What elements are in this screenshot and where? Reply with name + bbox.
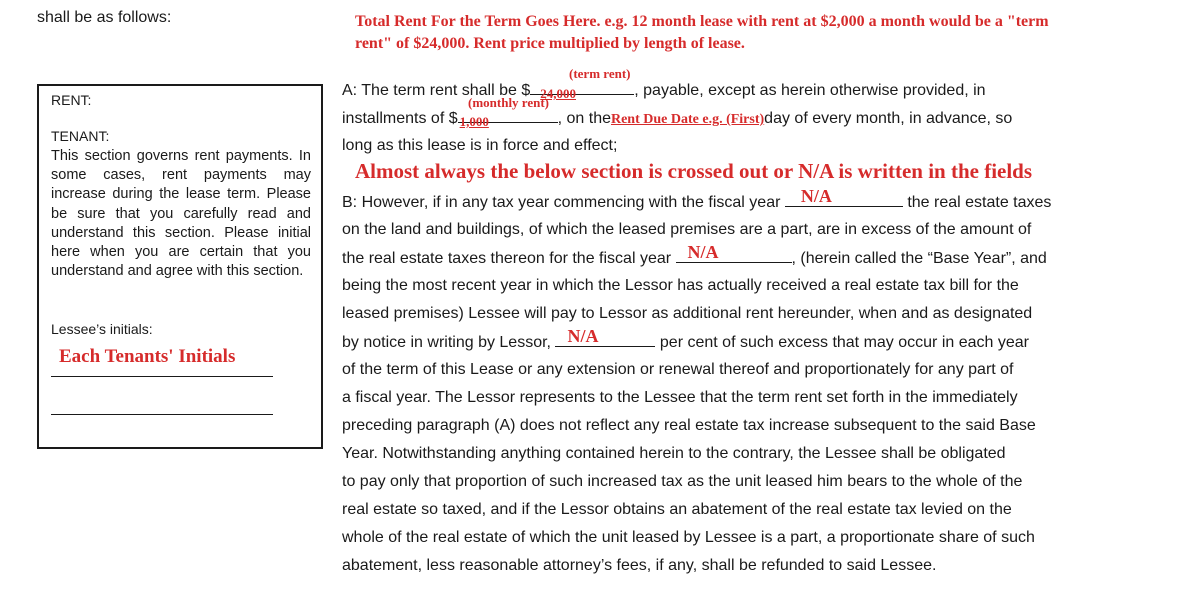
term-rent-label: (term rent) xyxy=(569,66,631,81)
paragraph-a-label: A: xyxy=(342,82,358,99)
paragraph-b-text: However, if in any tax year commencing with the fiscal year xyxy=(357,194,781,211)
paragraph-b-line: abatement, less reasonable attorney’s fees, if any, shall be refunded to said Lessee. xyxy=(342,557,937,574)
percent-value: N/A xyxy=(567,326,599,346)
paragraph-b-line: preceding paragraph (A) does not reflect any real estate tax increase subsequent to the said Base xyxy=(342,417,1036,434)
fiscal-year-value: N/A xyxy=(800,186,832,206)
paragraph-b-text: per cent of such excess that may occur in each year xyxy=(659,334,1029,351)
monthly-rent-label: (monthly rent) xyxy=(468,95,550,110)
paragraph-a-text: installments of $ xyxy=(342,110,458,127)
paragraph-b-line: being the most recent year in which the Lessor has actually received a real estate tax bill for the xyxy=(342,277,1019,294)
lessee-initials-label: Lessee’s initials: xyxy=(51,321,153,337)
paragraph-b-text: , (herein called the “Base Year”, and xyxy=(791,250,1047,267)
paragraph-a-text: , on the xyxy=(557,110,611,127)
term-rent-field[interactable] xyxy=(530,76,634,101)
term-rent-note: Total Rent For the Term Goes Here. e.g. 12 month lease with rent at $2,000 a month would be a "term rent" of $24,000. Rent price multiplied by length of lease. xyxy=(355,13,1049,52)
paragraph-b-line: of the term of this Lease or any extension or renewal thereof and proportionately for any part of xyxy=(342,361,1014,378)
paragraph-a-line-3: long as this lease is in force and effect; xyxy=(342,137,618,154)
due-date-note[interactable]: Rent Due Date e.g. (First) xyxy=(610,112,765,127)
paragraph-b-line: to pay only that proportion of such increased tax as the unit leased him bears to the whole of the xyxy=(342,473,1023,490)
base-year-field[interactable] xyxy=(676,244,792,263)
base-year-value: N/A xyxy=(687,242,719,262)
initials-line-1[interactable] xyxy=(51,376,273,377)
monthly-rent-value: 1,000 xyxy=(459,114,489,129)
initials-note: Each Tenants' Initials xyxy=(59,346,236,367)
paragraph-a-text: , payable, except as herein otherwise provided, in xyxy=(634,82,986,99)
paragraph-b-line: leased premises) Lessee will pay to Lessor as additional rent hereunder, when and as designated xyxy=(342,305,1033,322)
paragraph-b xyxy=(342,188,1112,580)
paragraph-a-text: The term rent shall be $ xyxy=(357,82,531,99)
percent-field[interactable] xyxy=(555,328,655,347)
paragraph-b-text: by notice in writing by Lessor, xyxy=(342,334,551,351)
paragraph-b-line: a fiscal year. The Lessor represents to the Lessee that the term rent set forth in the immediately xyxy=(342,389,1018,406)
tenant-description: This section governs rent payments. In some cases, rent payments may increase during the lease term. Please be sure that you carefully read and understand this section. Please initial here when you are certain that you understand and agree with this section. xyxy=(51,148,311,280)
paragraph-b-line: whole of the real estate of which the unit leased by Lessee is a part, a proportionate share of such xyxy=(342,529,1035,546)
paragraph-a-text: day of every month, in advance, so xyxy=(764,110,1013,127)
tenant-heading: TENANT: xyxy=(51,128,110,144)
rent-heading: RENT: xyxy=(51,92,92,108)
paragraph-b-line: Year. Notwithstanding anything contained herein to the contrary, the Lessee shall be obligated xyxy=(342,445,1006,462)
initials-line-2[interactable] xyxy=(51,414,273,415)
paragraph-b-text: the real estate taxes thereon for the fiscal year xyxy=(342,250,672,267)
paragraph-b-text: the real estate taxes xyxy=(907,194,1052,211)
fiscal-year-field[interactable] xyxy=(785,188,903,207)
paragraph-b-line: on the land and buildings, of which the leased premises are a part, are in excess of the amount of xyxy=(342,221,1032,238)
crossed-out-note: Almost always the below section is crossed out or N/A is written in the fields xyxy=(355,159,1033,183)
paragraph-b-label: B: xyxy=(342,194,358,211)
intro-text: shall be as follows: xyxy=(37,9,172,26)
rent-sidebar-box xyxy=(37,84,323,449)
monthly-rent-field[interactable] xyxy=(458,104,558,129)
paragraph-a xyxy=(342,76,1142,160)
term-rent-value: 24,000 xyxy=(540,86,576,101)
paragraph-b-line: real estate so taxed, and if the Lessor obtains an abatement of the real estate tax levied on the xyxy=(342,501,1012,518)
